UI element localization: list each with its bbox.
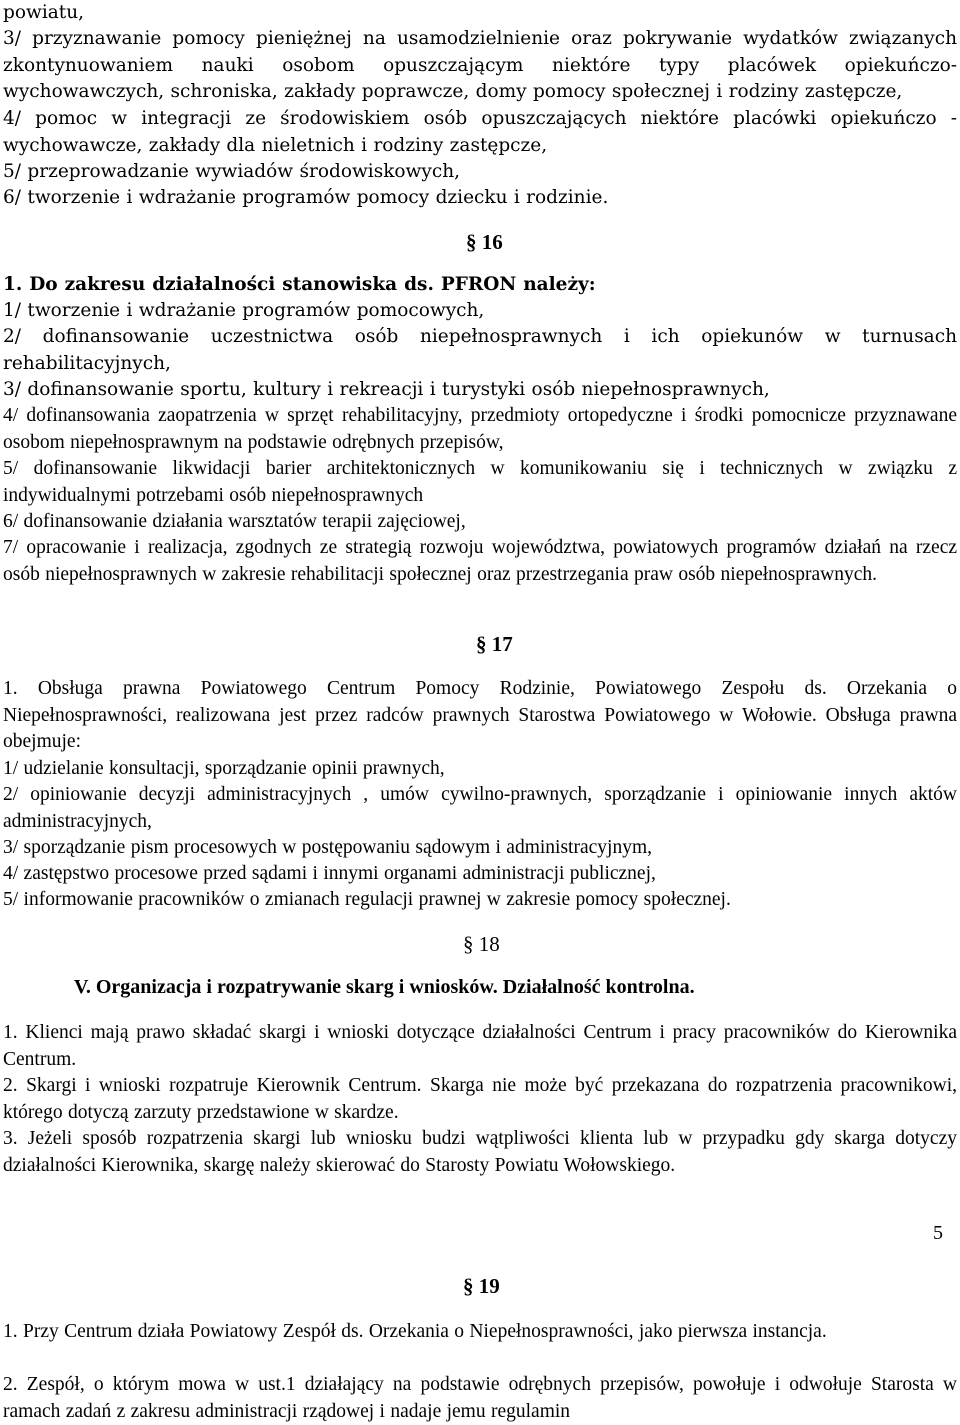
section-18-item-2: 2. Skargi i wnioski rozpatruje Kierownik Centrum. Skarga nie może być przekazana do rozpatrzenia pracownikowi, którego dotyczą zarzuty przedstawione w skardze.: [3, 1075, 957, 1123]
section-17-marker: § 17: [476, 632, 513, 656]
section-16-item-4: 4/ dofinansowania zaopatrzenia w sprzęt rehabilitacyjny, przedmioty ortopedyczne i środki pomocnicze przyznawane osobom niepełnosprawnym na podstawie odrębnych przepisów,: [3, 405, 957, 453]
paragraph-top-1: 3/ przyznawanie pomocy pieniężnej na usamodzielnienie oraz pokrywanie wydatków związanych zkontynuowaniem nauki osobom opuszczającym niektóre typy placówek opiekuńczo-wychowawczych, schroniska, zakłady poprawcze, domy pomocy społecznej i rodziny zastępcze,: [3, 28, 957, 102]
section-19-item-1: 1. Przy Centrum działa Powiatowy Zespół ds. Orzekania o Niepełnosprawności, jako pierwsza instancja.: [3, 1321, 827, 1342]
section-16-item-5: 5/ dofinansowanie likwidacji barier architektonicznych w komunikowaniu się i technicznych w związku z indywidualnymi potrzebami osób niepełnosprawnych: [3, 458, 957, 506]
section-16-item-7: 7/ opracowanie i realizacja, zgodnych ze strategią rozwoju województwa, powiatowych programów działań na rzecz osób niepełnosprawnych w zakresie rehabilitacji społecznej oraz przestrzegania praw osób niepełnosprawnych.: [3, 537, 957, 585]
section-18-item-3: 3. Jeżeli sposób rozpatrzenia skargi lub wniosku budzi wątpliwości klienta lub w przypadku gdy skarga dotyczy działalności Kierownika, skargę należy skierować do Starosty Powiatu Wołowskiego.: [3, 1128, 957, 1176]
section-17-item-1: 1/ udzielanie konsultacji, sporządzanie opinii prawnych,: [3, 758, 445, 779]
section-16-marker: § 16: [466, 230, 503, 254]
section-16-item-1: 1/ tworzenie i wdrażanie programów pomocowych,: [3, 300, 485, 321]
section-17-item-4: 4/ zastępstwo procesowe przed sądami i innymi organami administracji publicznej,: [3, 863, 656, 884]
section-19-marker: § 19: [463, 1274, 500, 1298]
section-16-item-3: 3/ dofinansowanie sportu, kultury i rekreacji i turystyki osób niepełnosprawnych,: [3, 379, 770, 400]
section-17-item-3: 3/ sporządzanie pism procesowych w postępowaniu sądowym i administracyjnym,: [3, 837, 652, 858]
paragraph-top-4: 6/ tworzenie i wdrażanie programów pomocy dziecku i rodzinie.: [3, 187, 609, 208]
paragraph-top-0: powiatu,: [3, 2, 84, 23]
chapter-v-heading: V. Organizacja i rozpatrywanie skarg i wniosków. Działalność kontrolna.: [74, 976, 695, 998]
section-17-item-5: 5/ informowanie pracowników o zmianach regulacji prawnej w zakresie pomocy społecznej.: [3, 889, 731, 910]
section-18-marker: § 18: [463, 932, 500, 956]
section-17-intro: 1. Obsługa prawna Powiatowego Centrum Pomocy Rodzinie, Powiatowego Zespołu ds. Orzekania o Niepełnosprawności, realizowana jest przez radców prawnych Starostwa Powiatowego w Wołowie. Obsługa prawna obejmuje:: [3, 678, 957, 752]
paragraph-top-3: 5/ przeprowadzanie wywiadów środowiskowych,: [3, 161, 460, 182]
section-16-item-2: 2/ dofinansowanie uczestnictwa osób niepełnosprawnych i ich opiekunów w turnusach rehabilitacyjnych,: [3, 326, 957, 374]
section-16-item-6: 6/ dofinansowanie działania warsztatów terapii zajęciowej,: [3, 511, 466, 532]
section-19-item-2: 2. Zespół, o którym mowa w ust.1 działający na podstawie odrębnych przepisów, powołuje i odwołuje Starosta w ramach zadań z zakresu administracji rządowej i nadaje jemu regulamin: [3, 1374, 957, 1422]
section-16-intro: 1. Do zakresu działalności stanowiska ds. PFRON należy:: [3, 274, 596, 295]
section-18-item-1: 1. Klienci mają prawo składać skargi i wnioski dotyczące działalności Centrum i pracy pracowników do Kierownika Centrum.: [3, 1022, 957, 1070]
section-17-item-2: 2/ opiniowanie decyzji administracyjnych , umów cywilno-prawnych, sporządzanie i opiniowanie innych aktów administracyjnych,: [3, 784, 957, 832]
page-number: 5: [933, 1222, 943, 1244]
paragraph-top-2: 4/ pomoc w integracji ze środowiskiem osób opuszczających niektóre placówki opiekuńczo - wychowawcze, zakłady dla nieletnich i rodziny zastępcze,: [3, 108, 957, 156]
